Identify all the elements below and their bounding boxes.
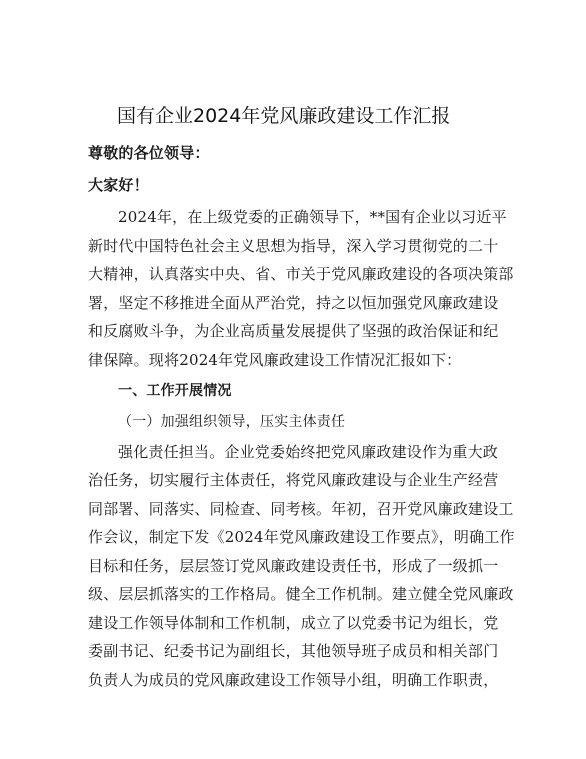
intro-line: 律保障。现将2024年党风廉政建设工作情况汇报如下：: [88, 351, 462, 369]
body-line: 同部署、同落实、同检查、同考核。年初，召开党风廉政建设工: [88, 500, 514, 518]
intro-line: 和反腐败斗争，为企业高质量发展提供了坚强的政治保证和纪: [88, 322, 499, 340]
intro-line: 署，坚定不移推进全面从严治党，持之以恒加强党风廉政建设: [88, 294, 499, 312]
intro-line: 大精神，认真落实中央、省、市关于党风廉政建设的各项决策部: [88, 265, 514, 283]
document-title: 国有企业2024年党风廉政建设工作汇报: [117, 105, 451, 127]
body-line: 目标和任务，层层签订党风廉政建设责任书，形成了一级抓一: [88, 557, 499, 575]
greeting: 大家好！: [88, 176, 149, 194]
body-line: 级、层层抓落实的工作格局。健全工作机制。建立健全党风廉政: [88, 585, 514, 603]
salutation: 尊敬的各位领导：: [88, 144, 210, 162]
body-line: 强化责任担当。企业党委始终把党风廉政建设作为重大政: [118, 443, 499, 461]
subsection-heading: （一）加强组织领导，压实主体责任: [118, 414, 346, 430]
body-line: 委副书记、纪委书记为副组长，其他领导班子成员和相关部门: [88, 642, 499, 660]
section-heading: 一、工作开展情况: [118, 383, 232, 399]
body-line: 治任务，切实履行主体责任，将党风廉政建设与企业生产经营: [88, 471, 499, 489]
body-line: 负责人为成员的党风廉政建设工作领导小组，明确工作职责，: [88, 671, 499, 689]
body-line: 作会议，制定下发《2024年党风廉政建设工作要点》，明确工作: [88, 528, 515, 546]
body-line: 建设工作领导体制和工作机制，成立了以党委书记为组长，党: [88, 614, 499, 632]
intro-line: 新时代中国特色社会主义思想为指导，深入学习贯彻党的二十: [88, 237, 499, 255]
intro-line: 2024年，在上级党委的正确领导下，**国有企业以习近平: [118, 208, 507, 226]
